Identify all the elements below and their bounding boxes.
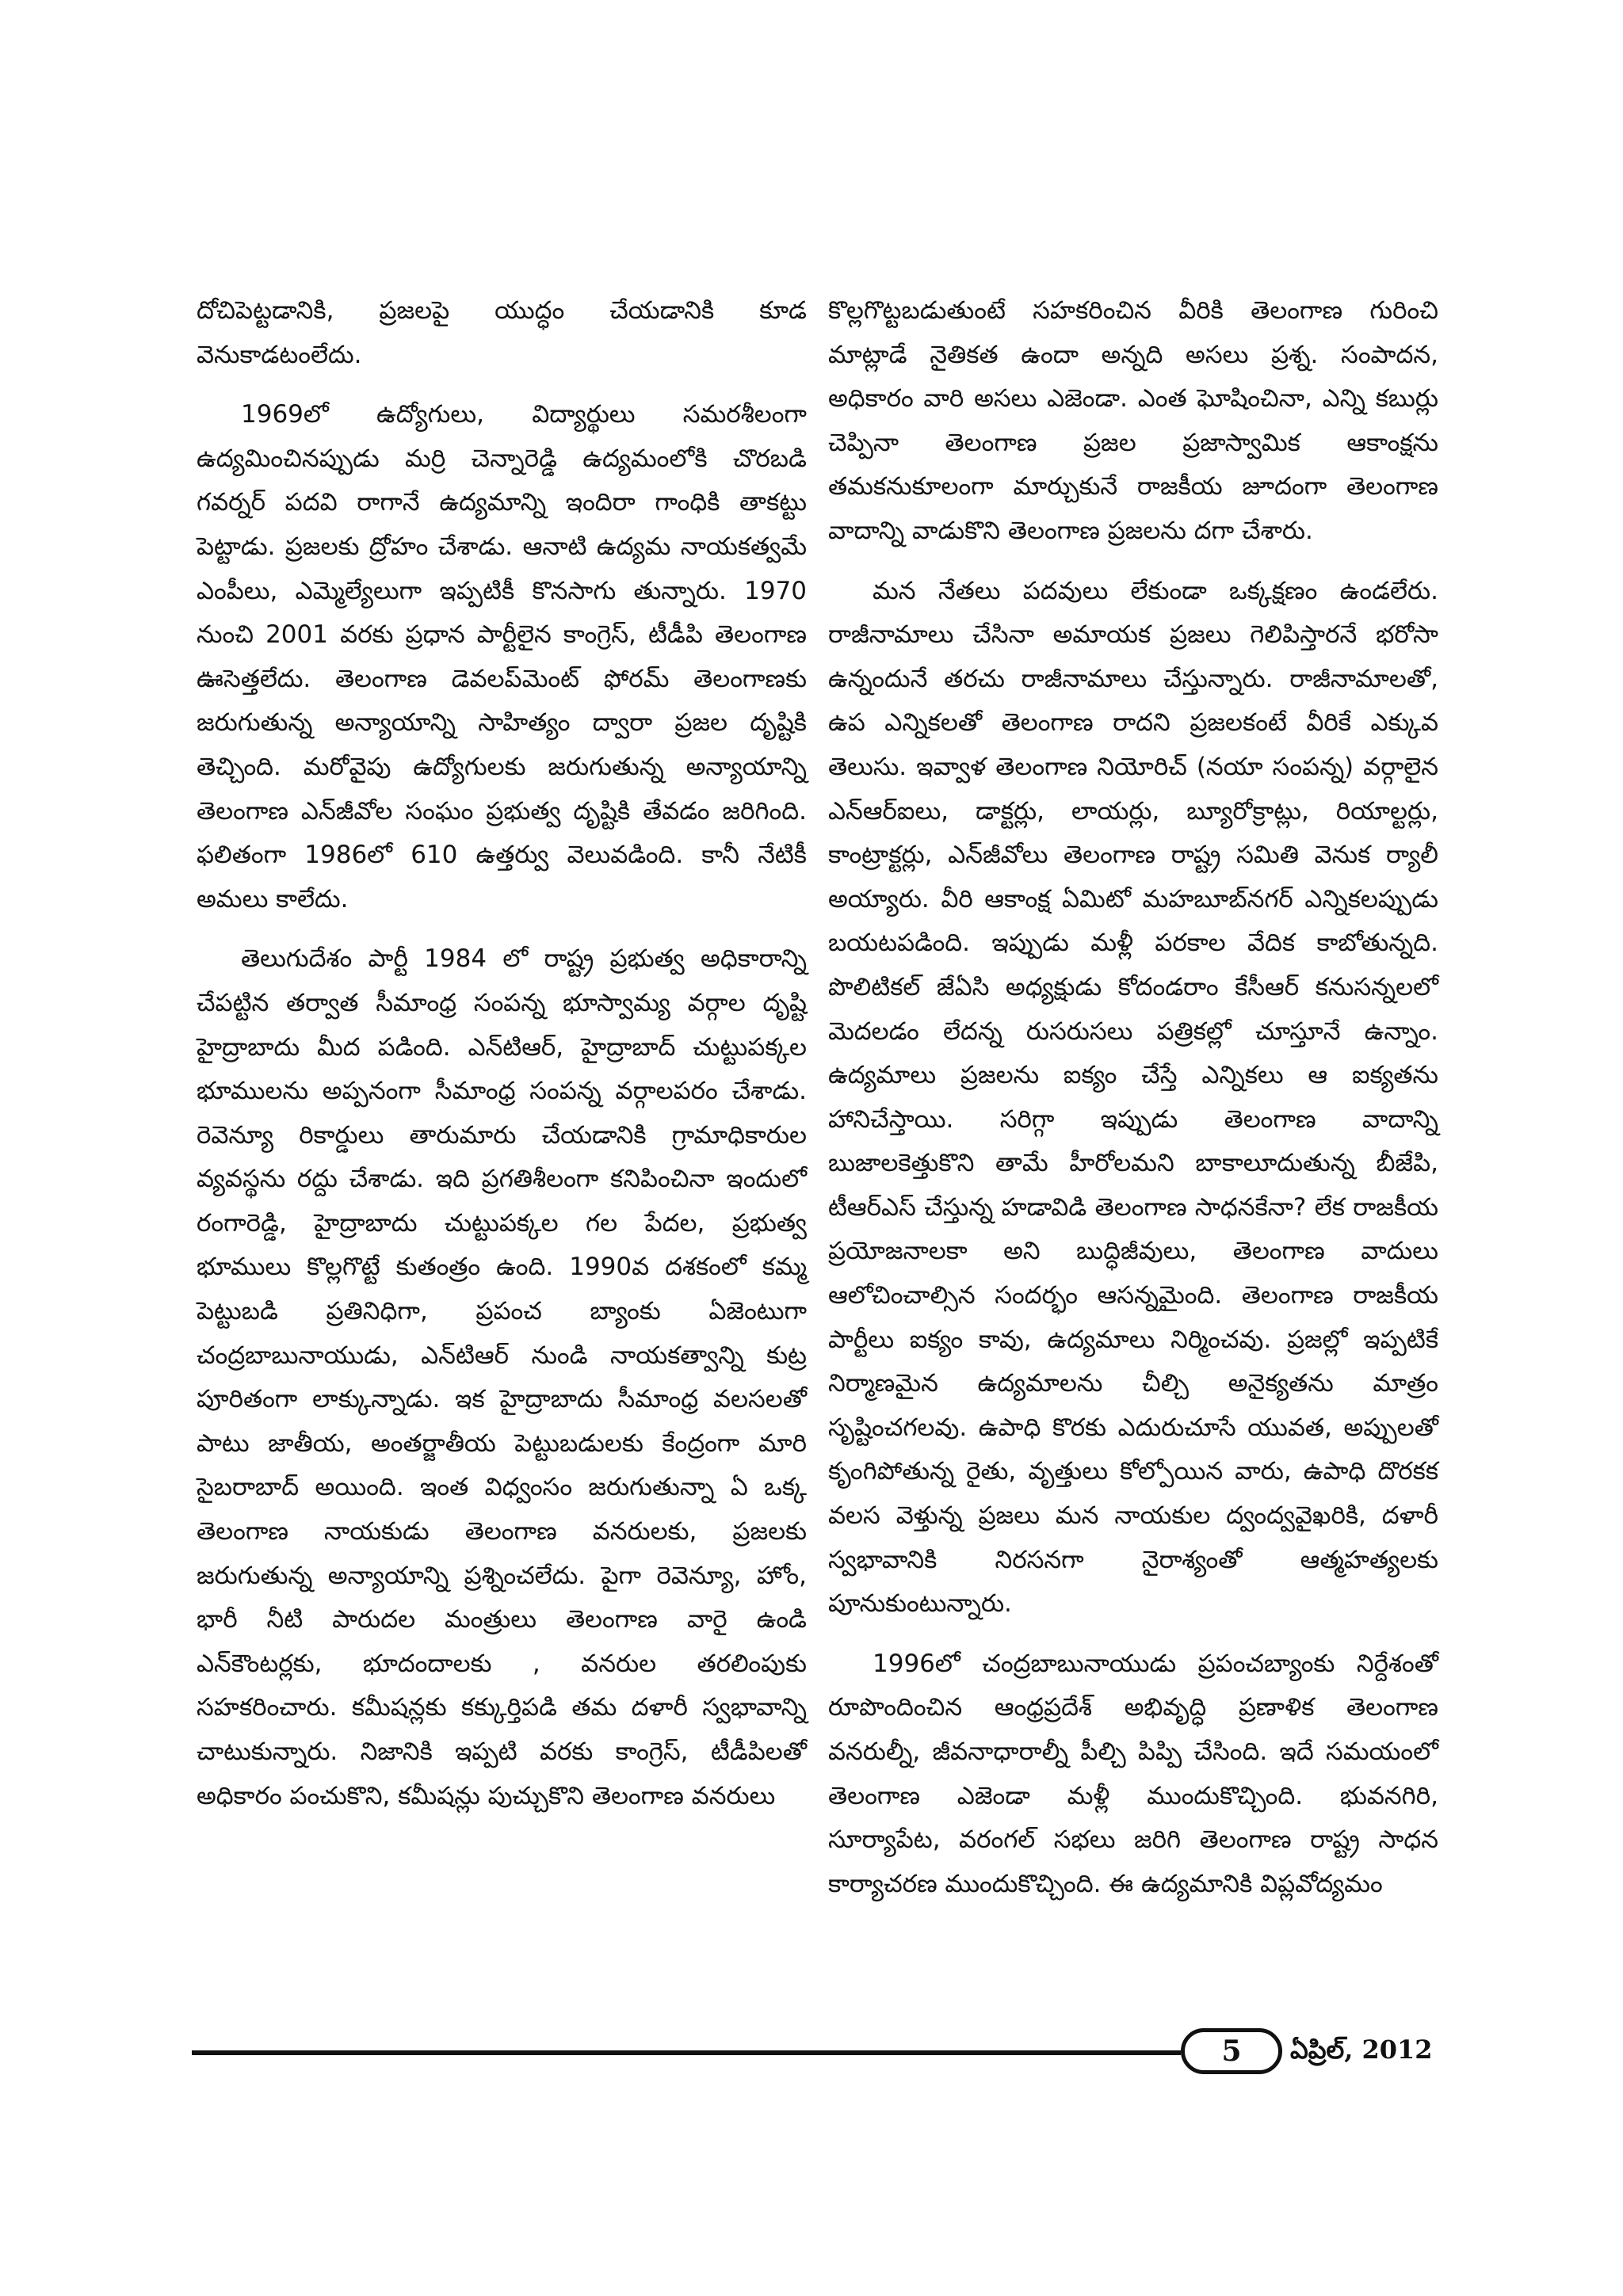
paragraph: మన నేతలు పదవులు లేకుండా ఒక్కక్షణం ఉండలేరు. రాజీనామాలు చేసినా అమాయక ప్రజలు గెలిపిస్తారనే భరోసా ఉన్నందునే తరచు రాజీనామాలు చేస్తున్నారు. రాజీనామాలతో, ఉప ఎన్నికలతో తెలంగాణ రాదని ప్రజలకంటే వీరికే ఎక్కువ తెలుసు. ఇవ్వాళ తెలంగాణ నియోరిచ్ (నయా సంపన్న) వర్గాలైన ఎన్‌ఆర్‌ఐలు, డాక్టర్లు, లాయర్లు, బ్యూరోక్రాట్లు, రియాల్టర్లు, కాంట్రాక్టర్లు, ఎన్‌జీవోలు తెలంగాణ రాష్ట్ర సమితి వెనుక ర్యాలీ అయ్యారు. వీరి ఆకాంక్ష ఏమిటో మహబూబ్‌నగర్ ఎన్నికలప్పుడు బయటపడింది. ఇప్పుడు మళ్లీ పరకాల వేదిక కాబోతున్నది. పొలిటికల్ జేఏసి అధ్యక్షుడు కోదండరాం కేసీఆర్ కనుసన్నలలో మెదలడం లేదన్న రుసరుసలు పత్రికల్లో చూస్తూనే ఉన్నాం. ఉద్యమాలు ప్రజలను ఐక్యం చేస్తే ఎన్నికలు ఆ ఐక్యతను హానిచేస్తాయి. సరిగ్గా ఇప్పుడు తెలంగాణ వాదాన్ని బుజాలకెత్తుకొని తామే హీరోలమని బాకాలూదుతున్న బీజేపి, టీఆర్‌ఎస్ చేస్తున్న హడావిడి తెలంగాణ సాధనకేనా? లేక రాజకీయ ప్రయోజనాలకా అని బుద్ధిజీవులు, తెలంగాణ వాదులు ఆలోచించాల్సిన సందర్భం ఆసన్నమైంది. తెలంగాణ రాజకీయ పార్టీలు ఐక్యం కావు, ఉద్యమాలు నిర్మించవు. ప్రజల్లో ఇప్పటికే నిర్మాణమైన ఉద్యమాలను చీల్చి అనైక్యతను మాత్రం సృష్టించగలవు. ఉపాధి కొరకు ఎదురుచూసే యువత, అప్పులతో కృంగిపోతున్న రైతు, వృత్తులు కోల్పోయిన వారు, ఉపాధి దొరకక వలస వెళ్తున్న ప్రజలు మన నాయకుల ద్వంద్వవైఖరికి, దళారీ స్వభావానికి నిరసనగా నైరాశ్యంతో ఆత్మహత్యలకు పూనుకుంటున్నారు. xyxy=(828,576,1438,1619)
page-number: 5 xyxy=(1221,2035,1242,2068)
paragraph: దోచిపెట్టడానికి, ప్రజలపై యుద్ధం చేయడానికి కూడ వెనుకాడటంలేదు. xyxy=(197,296,807,369)
page-number-badge xyxy=(1181,2028,1282,2074)
issue-date: ఏప్రిల్, 2012 xyxy=(1290,2035,1433,2065)
paragraph: 1969లో ఉద్యోగులు, విద్యార్థులు సమరశీలంగా ఉద్యమించినప్పుడు మర్రి చెన్నారెడ్డి ఉద్యమంలోకి చొరబడి గవర్నర్ పదవి రాగానే ఉద్యమాన్ని ఇందిరా గాంధికి తాకట్టు పెట్టాడు. ప్రజలకు ద్రోహం చేశాడు. ఆనాటి ఉద్యమ నాయకత్వమే ఎంపీలు, ఎమ్మెల్యేలుగా ఇప్పటికీ కొనసాగు తున్నారు. 1970 నుంచి 2001 వరకు ప్రధాన పార్టీలైన కాంగ్రెస్, టీడీపి తెలంగాణ ఊసెత్తలేదు. తెలంగాణ డెవలప్‌మెంట్ ఫోరమ్ తెలంగాణకు జరుగుతున్న అన్యాయాన్ని సాహిత్యం ద్వారా ప్రజల దృష్టికి తెచ్చింది. మరోవైపు ఉద్యోగులకు జరుగుతున్న అన్యాయాన్ని తెలంగాణ ఎన్‌జీవోల సంఘం ప్రభుత్వ దృష్టికి తేవడం జరిగింది. ఫలితంగా 1986లో 610 ఉత్తర్వు వెలువడింది. కానీ నేటికీ అమలు కాలేదు. xyxy=(197,400,807,913)
left-column xyxy=(197,289,807,1834)
paragraph: తెలుగుదేశం పార్టీ 1984 లో రాష్ట్ర ప్రభుత్వ అధికారాన్ని చేపట్టిన తర్వాత సీమాంధ్ర సంపన్న భూస్వామ్య వర్గాల దృష్టి హైద్రాబాదు మీద పడింది. ఎన్‌టిఆర్, హైద్రాబాద్ చుట్టుపక్కల భూములను అప్పనంగా సీమాంధ్ర సంపన్న వర్గాలపరం చేశాడు. రెవెన్యూ రికార్డులు తారుమారు చేయడానికి గ్రామాధికారుల వ్యవస్థను రద్దు చేశాడు. ఇది ప్రగతిశీలంగా కనిపించినా ఇందులో రంగారెడ్డి, హైద్రాబాదు చుట్టుపక్కల గల పేదల, ప్రభుత్వ భూములు కొల్లగొట్టే కుతంత్రం ఉంది. 1990వ దశకంలో కమ్మ పెట్టుబడి ప్రతినిధిగా, ప్రపంచ బ్యాంకు ఏజెంటుగా చంద్రబాబునాయుడు, ఎన్‌టిఆర్ నుండి నాయకత్వాన్ని కుట్ర పూరితంగా లాక్కున్నాడు. ఇక హైద్రాబాదు సీమాంధ్ర వలసలతో పాటు జాతీయ, అంతర్జాతీయ పెట్టుబడులకు కేంద్రంగా మారి సైబరాబాద్ అయింది. ఇంత విధ్వంసం జరుగుతున్నా ఏ ఒక్క తెలంగాణ నాయకుడు తెలంగాణ వనరులకు, ప్రజలకు జరుగుతున్న అన్యాయాన్ని ప్రశ్నించలేదు. పైగా రెవెన్యూ, హోం, భారీ నీటి పారుదల మంత్రులు తెలంగాణ వారై ఉండి ఎన్‌కౌంటర్లకు, భూదందాలకు , వనరుల తరలింపుకు సహకరించారు. కమీషన్లకు కక్కుర్తిపడి తమ దళారీ స్వభావాన్ని చాటుకున్నారు. నిజానికి ఇప్పటి వరకు కాంగ్రెస్, టీడీపిలతో అధికారం పంచుకొని, కమీషన్లు పుచ్చుకొని తెలంగాణ వనరులు xyxy=(197,944,807,1810)
paragraph: కొల్లగొట్టబడుతుంటే సహకరించిన వీరికి తెలంగాణ గురించి మాట్లాడే నైతికత ఉందా అన్నది అసలు ప్రశ్న. సంపాదన, అధికారం వారి అసలు ఎజెండా. ఎంత ఘోషించినా, ఎన్ని కబుర్లు చెప్పినా తెలంగాణ ప్రజల ప్రజాస్వామిక ఆకాంక్షను తమకనుకూలంగా మార్చుకునే రాజకీయ జూదంగా తెలంగాణ వాదాన్ని వాడుకొని తెలంగాణ ప్రజలను దగా చేశారు. xyxy=(828,296,1438,545)
footer-rule xyxy=(192,2050,1181,2055)
right-column xyxy=(828,289,1438,1922)
paragraph: 1996లో చంద్రబాబునాయుడు ప్రపంచబ్యాంకు నిర్దేశంతో రూపొందించిన ఆంధ్రప్రదేశ్ అభివృద్ధి ప్రణాళిక తెలంగాణ వనరుల్నీ, జీవనాధారాల్నీ పీల్చి పిప్పి చేసింది. ఇదే సమయంలో తెలంగాణ ఎజెండా మళ్లీ ముందుకొచ్చింది. భువనగిరి, సూర్యాపేట, వరంగల్ సభలు జరిగి తెలంగాణ రాష్ట్ర సాధన కార్యాచరణ ముందుకొచ్చింది. ఈ ఉద్యమానికి విప్లవోద్యమం xyxy=(828,1649,1438,1898)
